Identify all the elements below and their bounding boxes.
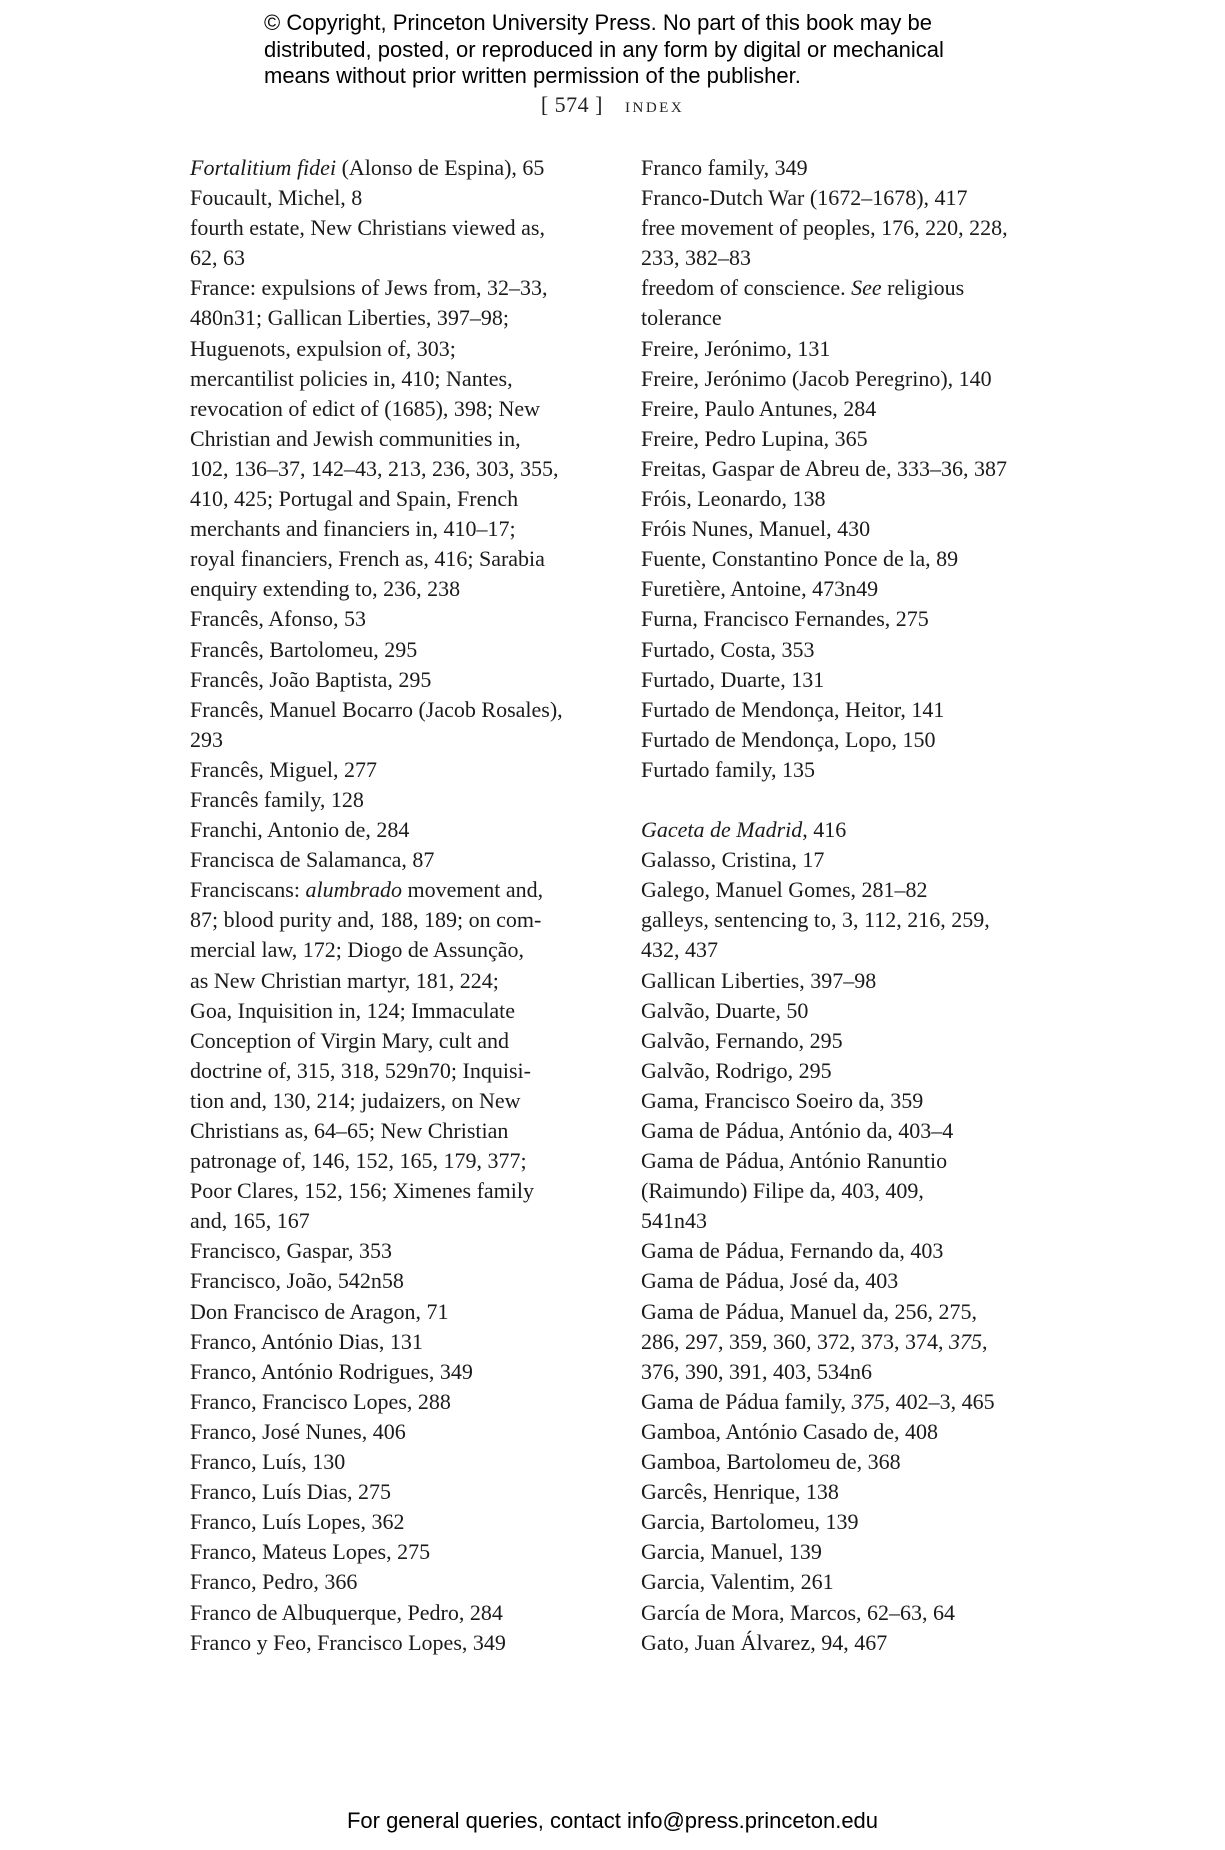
index-entry-line: fourth estate, New Christians viewed as, [190,215,545,241]
italic-text: Fortalitium fidei [190,155,342,180]
index-entry-line: Gamboa, Bartolomeu de, 368 [641,1449,901,1475]
index-entry [641,514,1061,544]
index-entry [190,1417,610,1447]
index-column-right [641,153,1061,1658]
index-entry-line: Furtado family, 135 [641,756,815,782]
index-entry-line [190,153,610,183]
index-entry-line: Francês, João Baptista, 295 [190,666,432,692]
index-entry [190,1598,610,1628]
index-entry [641,213,1061,273]
index-entry-line: doctrine of, 315, 318, 529n70; Inquisi- [190,1057,531,1083]
index-entry-line: enquiry extending to, 236, 238 [190,576,461,602]
entry-text: , 416 [802,817,847,843]
index-entry [190,604,610,634]
index-entry-line [641,815,1061,845]
index-entry-line: Gama de Pádua, Manuel da, 256, 275, [641,1298,978,1324]
index-entry-line: Galego, Manuel Gomes, 281–82 [641,877,928,903]
index-entry-line: Galasso, Cristina, 17 [641,847,825,873]
index-entry [190,845,610,875]
index-entry-line: Franco, Mateus Lopes, 275 [190,1539,431,1565]
index-entry-line: mercial law, 172; Diogo de Assunção, [190,937,524,963]
index-entry-line: merchants and financiers in, 410–17; [190,516,516,542]
index-entry-line: Galvão, Duarte, 50 [641,997,809,1023]
index-entry [190,1507,610,1537]
index-entry-line: (Raimundo) Filipe da, 403, 409, [641,1178,924,1204]
index-entry-line: Franco, António Rodrigues, 349 [190,1358,473,1384]
index-entry [190,1266,610,1296]
index-entry [641,725,1061,755]
index-entry [641,484,1061,514]
index-entry-line [641,1387,1061,1417]
index-entry-line: Franco, Luís, 130 [190,1449,346,1475]
index-entry-line: Franco y Feo, Francisco Lopes, 349 [190,1629,506,1655]
index-entry [641,1567,1061,1597]
index-entry [190,875,610,1236]
index-entry-line: Gama, Francisco Soeiro da, 359 [641,1087,924,1113]
index-entry [190,815,610,845]
index-entry-line: Furtado, Costa, 353 [641,636,815,662]
index-entry-line: 480n31; Gallican Liberties, 397–98; [190,305,509,331]
index-entry [641,1537,1061,1567]
index-entry-line: Gama de Pádua, António Ranuntio [641,1148,948,1174]
index-entry [641,815,1061,845]
index-entry [641,1387,1061,1417]
index-entry-line: Furna, Francisco Fernandes, 275 [641,606,929,632]
index-entry [190,1327,610,1357]
index-entry [641,966,1061,996]
index-entry [190,1357,610,1387]
italic-text: 375 [949,1328,982,1354]
index-entry [641,183,1061,213]
index-entry-line: revocation of edict of (1685), 398; New [190,395,541,421]
index-entry-line: Franco-Dutch War (1672–1678), 417 [641,185,968,211]
index-entry-line: Gato, Juan Álvarez, 94, 467 [641,1629,888,1655]
index-entry [190,273,610,604]
index-entry-line: Francês, Bartolomeu, 295 [190,636,418,662]
index-entry-line: Huguenots, expulsion of, 303; [190,335,456,361]
index-entry-line: galleys, sentencing to, 3, 112, 216, 259, [641,907,990,933]
index-entry [641,1598,1061,1628]
index-entry [641,1026,1061,1056]
index-entry-line: Christians as, 64–65; New Christian [190,1118,509,1143]
running-head [0,92,1225,118]
index-entry-line: Garcia, Valentim, 261 [641,1569,834,1595]
index-entry-line: Franco, Francisco Lopes, 288 [190,1388,451,1414]
index-column-left [190,153,610,1658]
index-entry-line: Garcês, Henrique, 138 [641,1479,839,1505]
index-entry-line: Goa, Inquisition in, 124; Immaculate [190,997,516,1023]
index-entry [641,273,1061,333]
index-entry-line [641,273,1061,303]
index-entry-line: Freire, Jerónimo, 131 [641,335,831,361]
index-entry-line [190,875,610,905]
italic-text: Gaceta de Madrid [641,817,803,843]
letter-group-spacer [641,785,1061,815]
index-entry-line: Franchi, Antonio de, 284 [190,817,410,843]
entry-text: 286, 297, 359, 360, 372, 373, 374, [641,1328,949,1354]
page-number: [ 574 ] [540,92,603,117]
copyright-line: distributed, posted, or reproduced in any form by digital or mechanical [264,36,944,62]
index-entry-line: Francês family, 128 [190,786,364,812]
footer-contact: For general queries, contact info@press.princeton.edu [346,1808,879,1833]
index-entry-line [641,1327,1061,1357]
index-entry [641,996,1061,1026]
index-entry [641,334,1061,364]
index-entry-line: Furtado, Duarte, 131 [641,666,825,692]
index-entry-line: Freire, Pedro Lupina, 365 [641,425,868,451]
index-entry-line: Franco family, 349 [641,155,808,180]
index-entry [190,755,610,785]
index-entry-line: Galvão, Rodrigo, 295 [641,1057,832,1083]
index-entry [641,424,1061,454]
index-entry-line: free movement of peoples, 176, 220, 228, [641,215,1008,241]
index-entry-line: 293 [190,726,223,752]
index-entry [641,1417,1061,1447]
entry-text: (Alonso de Espina), 65 [341,155,545,180]
index-entry-line: Francês, Afonso, 53 [190,606,366,632]
index-entry-line: Francisca de Salamanca, 87 [190,847,435,873]
index-entry [190,1387,610,1417]
index-entry-line: 432, 437 [641,937,718,963]
index-entry-line: Furtado de Mendonça, Heitor, 141 [641,696,945,722]
index-entry [641,905,1061,965]
entry-text: , [982,1328,988,1354]
index-entry-line: Fróis Nunes, Manuel, 430 [641,516,871,542]
index-entry-line: Freire, Jerónimo (Jacob Peregrino), 140 [641,365,992,391]
index-entry [190,1628,610,1658]
index-entry [641,1447,1061,1477]
index-entry [641,1266,1061,1296]
index-entry-line: 541n43 [641,1208,707,1234]
index-entry-line: Francisco, Gaspar, 353 [190,1238,392,1264]
index-entry [641,1086,1061,1116]
index-entry [190,1537,610,1567]
index-entry [641,1507,1061,1537]
index-entry-line: Christian and Jewish communities in, [190,425,521,451]
index-entry [641,604,1061,634]
index-entry-line: Garcia, Bartolomeu, 139 [641,1509,859,1535]
italic-text: alumbrado [305,877,403,903]
index-entry-line: Fuente, Constantino Ponce de la, 89 [641,546,959,572]
index-entry-line: Furtado de Mendonça, Lopo, 150 [641,726,936,752]
index-entry [190,1447,610,1477]
index-entry-line: royal financiers, French as, 416; Sarabia [190,546,545,572]
index-entry-line: Franco, Pedro, 366 [190,1569,358,1595]
italic-text: See [851,275,882,301]
index-entry [641,1236,1061,1266]
index-entry-line: Freire, Paulo Antunes, 284 [641,395,877,421]
index-entry-line: Gallican Liberties, 397–98 [641,967,877,993]
index-entry-line: 410, 425; Portugal and Spain, French [190,486,519,512]
index-entry-line: Galvão, Fernando, 295 [641,1027,843,1053]
index-entry [190,153,610,183]
entry-text: , 402–3, 465 [884,1388,995,1414]
index-entry-line: 102, 136–37, 142–43, 213, 236, 303, 355, [190,455,559,481]
index-entry-line: Francisco, João, 542n58 [190,1268,404,1294]
index-entry-line: 87; blood purity and, 188, 189; on com- [190,907,542,933]
index-entry-line: Garcia, Manuel, 139 [641,1539,822,1565]
index-entry-line: patronage of, 146, 152, 165, 179, 377; [190,1148,527,1174]
index-entry-line: Gama de Pádua, Fernando da, 403 [641,1238,944,1264]
index-entry [190,213,610,273]
index-entry-line: Gamboa, António Casado de, 408 [641,1418,938,1444]
index-entry-line: Francês, Miguel, 277 [190,756,377,782]
index-entry [641,1628,1061,1658]
index-entry [641,845,1061,875]
index-entry [641,665,1061,695]
entry-text: Gama de Pádua family, [641,1388,852,1414]
index-entry-line: Gama de Pádua, José da, 403 [641,1268,899,1294]
index-entry [190,183,610,213]
index-entry-line: Franco, António Dias, 131 [190,1328,423,1354]
index-entry-line: tion and, 130, 214; judaizers, on New [190,1087,521,1113]
index-entry [641,695,1061,725]
running-head-title: index [625,92,685,117]
index-entry-line: Don Francisco de Aragon, 71 [190,1298,449,1324]
index-entry-line: Furetière, Antoine, 473n49 [641,576,879,602]
index-entry-line: tolerance [641,305,722,331]
index-entry [641,1297,1061,1387]
index-entry [190,1297,610,1327]
index-entry-line: 233, 382–83 [641,245,751,271]
index-entry [641,1116,1061,1146]
entry-text: Franciscans: [190,877,306,903]
index-entry-line: Francês, Manuel Bocarro (Jacob Rosales), [190,696,563,722]
entry-text: freedom of conscience. [641,275,852,301]
index-entry-line: Franco, José Nunes, 406 [190,1418,406,1444]
index-entry [641,635,1061,665]
entry-text: movement and, [402,877,544,903]
index-entry-line: and, 165, 167 [190,1208,310,1234]
index-entry-line: García de Mora, Marcos, 62–63, 64 [641,1599,956,1625]
index-entry [190,665,610,695]
index-entry [190,1567,610,1597]
index-entry [641,755,1061,785]
index-entry [641,1056,1061,1086]
index-entry-line: Franco, Luís Lopes, 362 [190,1509,405,1535]
index-entry-line: France: expulsions of Jews from, 32–33, [190,275,548,301]
italic-text: 375 [851,1388,885,1414]
index-entry-line: Franco, Luís Dias, 275 [190,1479,392,1505]
copyright-line: means without prior written permission of the publisher. [264,63,801,88]
index-entry [641,1477,1061,1507]
index-entry [641,574,1061,604]
entry-text: religious [881,275,965,301]
index-entry [190,785,610,815]
index-entry [641,364,1061,394]
index-entry [641,544,1061,574]
index-entry-line: Freitas, Gaspar de Abreu de, 333–36, 387 [641,455,1007,481]
index-entry-line: as New Christian martyr, 181, 224; [190,967,499,993]
index-entry [641,394,1061,424]
index-entry-line: Poor Clares, 152, 156; Ximenes family [190,1178,535,1204]
index-entry-line: Fróis, Leonardo, 138 [641,486,826,512]
index-entry [190,695,610,755]
copyright-notice [264,10,1024,90]
index-entry-line: 62, 63 [190,245,245,271]
index-entry [641,1146,1061,1236]
index-entry-line: Gama de Pádua, António da, 403–4 [641,1118,954,1143]
copyright-line: © Copyright, Princeton University Press. No part of this book may be [264,10,932,35]
index-entry [190,635,610,665]
index-entry [641,153,1061,183]
index-entry-line: Foucault, Michel, 8 [190,185,363,211]
index-entry-line: mercantilist policies in, 410; Nantes, [190,365,513,391]
index-entry-line: 376, 390, 391, 403, 534n6 [641,1358,872,1384]
index-entry [190,1477,610,1507]
index-entry [190,1236,610,1266]
index-entry [641,875,1061,905]
index-entry-line: Franco de Albuquerque, Pedro, 284 [190,1599,503,1625]
index-entry-line: Conception of Virgin Mary, cult and [190,1027,510,1053]
index-entry [641,454,1061,484]
